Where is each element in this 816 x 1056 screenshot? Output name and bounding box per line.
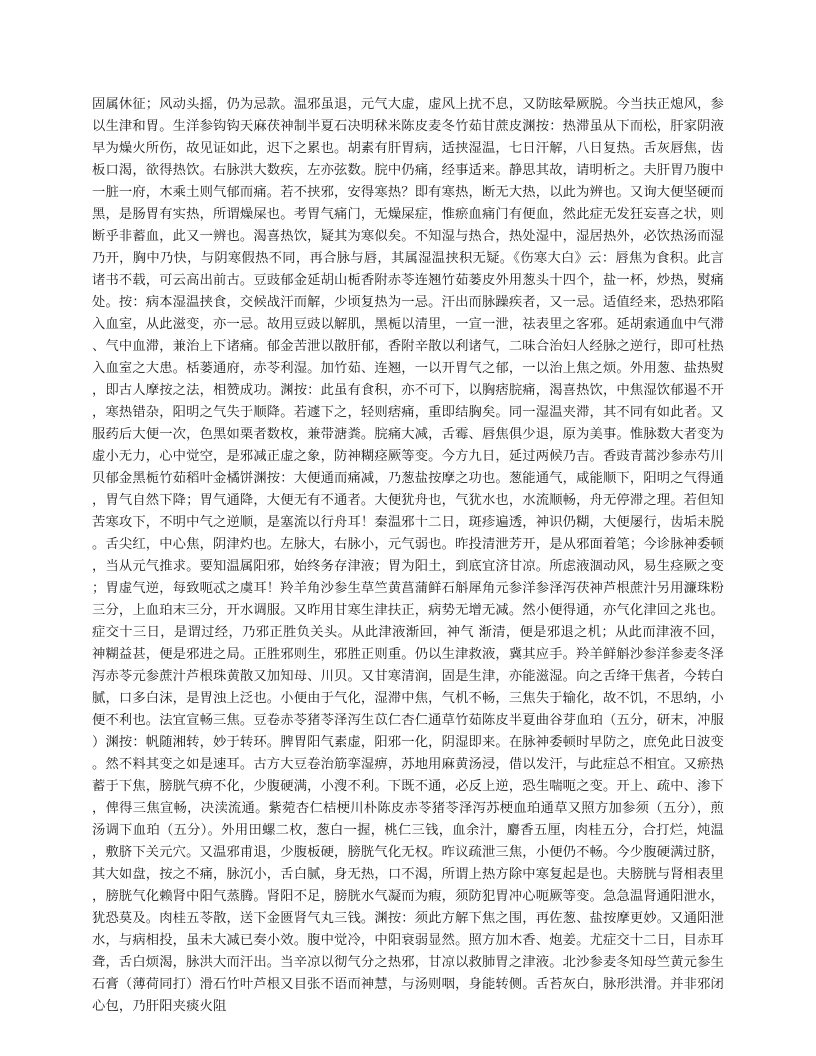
body-text: 固属休征；风动头摇，仍为忌款。温邪虽退，元气大虚，虚风上扰不息，又防眩晕厥脱。今当扶正熄风，参以生津和胃。生洋参钩钩天麻茯神制半夏石决明秫米陈皮麦冬竹茹甘蔗皮渊按：热滞虽从下而松，肝家阴液早为燥火所伤，故见证如此，迟下之累也。胡素有肝胃病，适挟湿温，七日汗解，八日复热。舌灰唇焦，齿板口渴，欲得热饮。右脉洪大数疾，左亦弦数。脘中仍痛，经事适来。静思其故，请明析之。夫肝胃乃腹中一脏一府，木乘土则气郁而痛。若不挟邪，安得寒热？即有寒热，断无大热，以此为辨也。又询大便坚硬而黑，是肠胃有实热，所谓燥屎也。考胃气痛门，无燥屎症，惟瘀血痛门有便血，然此症无发狂妄喜之状，则断乎非蓄血，此又一辨也。渴喜热饮，疑其为寒似矣。不知湿与热合，热处湿中，湿居热外，必饮热汤而湿乃开，胸中乃快，与阴寒假热不同，再合脉与唇，其属湿温挟积无疑。《伤寒大白》云：唇焦为食积。此言诸书不载，可云高出前古。豆豉郁金延胡山栀香附赤苓连翘竹茹蒌皮外用葱头十四个，盐一杯，炒热，熨痛处。按：病本湿温挟食，交候战汗而解，少顷复热为一忌。汗出而脉躁疾者，又一忌。适值经来，恐热邪陷入血室，从此滋变，亦一忌。故用豆豉以解肌，黑栀以清里，一宣一泄，祛表里之客邪。延胡索通血中气滞、气中血滞，兼治上下诸痛。郁金苦泄以散肝郁，香附辛散以利诸气，二味合治妇人经脉之逆行，即可杜热入血室之大患。栝蒌通府，赤苓利湿。加竹茹、连翘，一以开胃气之郁，一以治上焦之烦。外用葱、盐热熨，即古人摩按之法，相赞成功。渊按：此虽有食积，亦不可下，以胸痞脘痛，渴喜热饮，中焦湿饮郁遏不开，寒热错杂，阳明之气失于顺降。若遽下之，轻则痞痛，重即结胸矣。同一湿温夹滞，其不同有如此者。又服药后大便一次，色黑如栗者数枚，兼带溏粪。脘痛大减，舌霉、唇焦俱少退，原为美事。惟脉数大者变为虚小无力，心中觉空，是邪减正虚之象，防神糊痉厥等变。今方九日，延过两候乃吉。香豉青蒿沙参赤芍川贝郁金黑栀竹茹稻叶金橘饼渊按：大便通而痛减，乃葱盐按摩之功也。葱能通气，咸能顺下，阳明之气得通，胃气自然下降；胃气通降，大便无有不通者。大便犹舟也，气犹水也，水流顺畅，舟无停滞之理。若但知苦寒攻下，不明中气之逆顺，是塞流以行舟耳！秦温邪十二日，斑疹遍透，神识仍糊，大便屡行，齿垢未脱。舌尖红，中心焦，阴津灼也。左脉大，右脉小，元气弱也。昨投清泄芳开，是从邪面着笔；今诊脉神委顿，当从元气推求。要知温属阳邪，始终务存津液；胃为阳土，到底宜济甘凉。所虑液涸动风，易生痉厥之变；胃虚气逆，每致呃忒之虞耳！羚羊角沙参生草竺黄菖蒲鲜石斛犀角元参洋参泽泻茯神芦根蔗汁另用濂珠粉三分，上血珀末三分，开水调服。又昨用甘寒生津扶正，病势无增无减。然小便得通，亦气化津回之兆也。症交十三日，是谓过经，乃邪正胜负关头。从此津液渐回，神气 渐清，便是邪退之机；从此而津液不回，神糊益甚，便是邪进之局。正胜邪则生，邪胜正则重。仍以生津救液，冀其应手。羚羊鲜斛沙参洋参麦冬泽泻赤苓元参蔗汁芦根珠黄散又加知母、川贝。又甘寒清润，固是生津，亦能滋湿。向之舌绛干焦者，今转白腻，口多白沫，是胃浊上泛也。小便由于气化，湿滞中焦，气机不畅，三焦失于输化，故不饥，不思纳，小便不利也。法宜宣畅三焦。豆卷赤苓猪苓泽泻生苡仁杏仁通草竹茹陈皮半夏曲谷芽血珀（五分，研末，冲服）渊按：帆随湘转，妙于转环。脾胃阳气素虚，阳邪一化，阴湿即来。在脉神委顿时早防之，庶免此日波变。然不料其变之如是速耳。古方大豆卷治筋挛湿痹，苏地用麻黄汤浸，借以发汗，与此症总不相宜。又瘀热蓄于下焦，膀胱气痹不化，少腹硬满，小溲不利。下既不通，必反上逆，恐生喘呃之变。开上、疏中、渗下，俾得三焦宣畅，决渎流通。紫菀杏仁桔梗川朴陈皮赤苓猪苓泽泻苏梗血珀通草又照方加参须（五分），煎汤调下血珀（五分）。外用田螺二枚，葱白一握，桃仁三钱，血余汁，麝香五厘，肉桂五分，合打烂，炖温，敷脐下关元穴。又温邪甫退，少腹板硬，膀胱气化无权。昨议疏泄三焦，小便仍不畅。今少腹硬满过脐，其大如盘，按之不痛，脉沉小，舌白腻，身无热，口不渴，所谓上热方除中寒复起是也。夫膀胱与肾相表里，膀胱气化赖肾中阳气蒸腾。肾阳不足，膀胱水气凝而为瘕，须防犯胃冲心呃厥等变。急急温肾通阳泄水，犹恐莫及。肉桂五苓散，送下金匮肾气丸三钱。渊按：须此方解下焦之围，再佐葱、盐按摩更妙。又通阳泄水，与病相投，虽未大减已奏小效。腹中觉冷，中阳衰弱显然。照方加木香、炮姜。尤症交十二日，目赤耳聋，舌白烦渴，脉洪大而汗出。当辛凉以彻气分之热邪，甘凉以救肺胃之津液。北沙参麦冬知母竺黄元参生石膏（薄荷同打）滑石竹叶芦根又目张不语而神慧，与汤则咽，身能转侧。舌苔灰白，脉形洪滑。并非邪闭心包，乃肝阳夹痰火阻 — [92, 97, 725, 1014]
